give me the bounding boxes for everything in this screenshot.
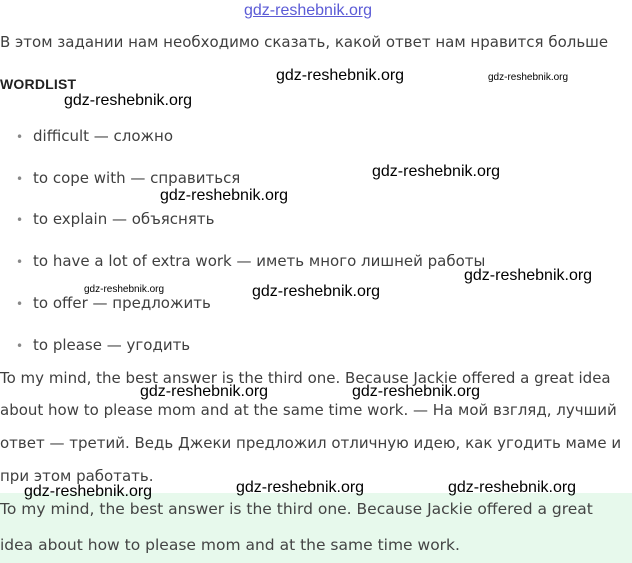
answer-line: ответ — третий. Ведь Джеки предложил отличную идею, как угодить маме и: [0, 434, 622, 452]
answer-line: To my mind, the best answer is the third one. Because Jackie offered a great idea: [0, 369, 611, 387]
watermark: gdz-reshebnik.org: [236, 479, 365, 496]
bullet-icon: •: [16, 297, 24, 311]
bullet-icon: •: [16, 130, 24, 144]
watermark: gdz-reshebnik.org: [276, 67, 405, 84]
watermark: gdz-reshebnik.org: [352, 383, 481, 400]
watermark: gdz-reshebnik.org: [160, 187, 289, 204]
highlight-line: To my mind, the best answer is the third one. Because Jackie offered a great: [0, 500, 593, 518]
bullet-icon: •: [16, 172, 24, 186]
watermark: gdz-reshebnik.org: [64, 92, 193, 109]
wordlist-item: • difficult — сложно: [16, 127, 174, 145]
bullet-icon: •: [16, 213, 24, 227]
answer-line: при этом работать.: [0, 467, 154, 485]
watermark: gdz-reshebnik.org: [372, 163, 501, 180]
intro-text: В этом задании нам необходимо сказать, какой ответ нам нравится больше: [0, 33, 609, 51]
watermark: gdz-reshebnik.org: [252, 283, 381, 300]
answer-line: about how to please mom and at the same time work. — На мой взгляд, лучший: [0, 401, 617, 419]
watermark: gdz-reshebnik.org: [448, 479, 577, 496]
watermark: gdz-reshebnik.org: [24, 483, 153, 500]
highlighted-answer: [0, 493, 632, 563]
watermark: gdz-reshebnik.org: [140, 383, 269, 400]
bullet-icon: •: [16, 255, 24, 269]
highlight-line: idea about how to please mom and at the same time work.: [0, 536, 460, 554]
watermark: gdz-reshebnik.org: [84, 284, 165, 295]
wordlist-item: • to explain — объяснять: [16, 210, 215, 228]
wordlist-item: • to offer — предложить: [16, 294, 211, 312]
wordlist-item: • to cope with — справиться: [16, 169, 241, 187]
watermark: gdz-reshebnik.org: [464, 267, 593, 284]
bullet-icon: •: [16, 339, 24, 353]
watermark-top: gdz-reshebnik.org: [244, 2, 373, 19]
wordlist-item: • to please — угодить: [16, 336, 191, 354]
watermark: gdz-reshebnik.org: [488, 72, 569, 83]
wordlist-item: • to have a lot of extra work — иметь много лишней работы: [16, 252, 486, 270]
wordlist-title: WORDLIST: [0, 76, 77, 92]
